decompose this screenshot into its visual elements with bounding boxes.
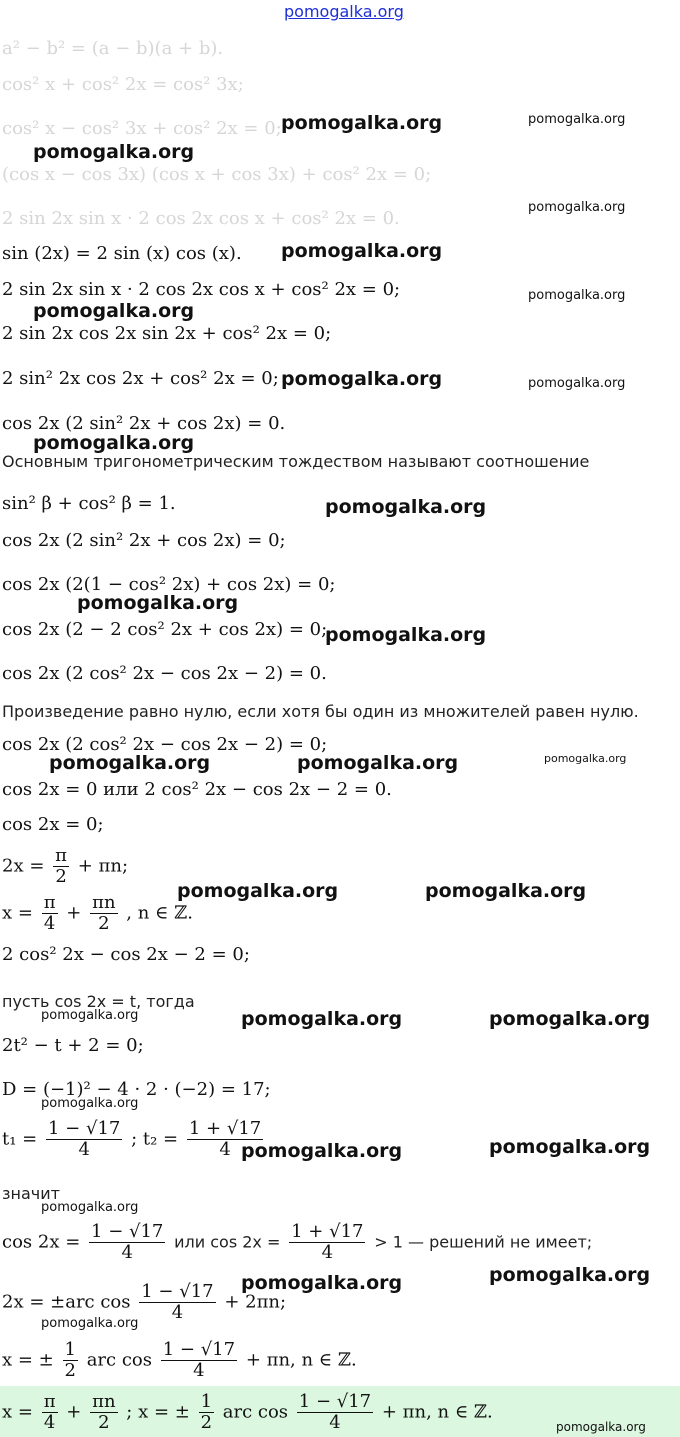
math-line: cos 2x (2(1 − cos² 2x) + cos 2x) = 0; — [2, 574, 336, 595]
math-line: sin² β + cos² β = 1. — [2, 493, 176, 514]
math-line: cos² x − cos² 3x + cos² 2x = 0; — [2, 118, 282, 139]
fraction: $\frac{\pi n}{2}$ — [92, 892, 116, 934]
watermark: pomogalka.org — [33, 432, 195, 454]
watermark: pomogalka.org — [41, 1008, 139, 1023]
watermark: pomogalka.org — [33, 300, 195, 322]
watermark: pomogalka.org — [281, 240, 443, 262]
watermark: pomogalka.org — [177, 880, 339, 902]
fraction: $\frac{1 - √17}{4}$ — [141, 1281, 214, 1323]
watermark: pomogalka.org — [489, 1136, 651, 1158]
fraction: $\frac{1 - √17}{4}$ — [298, 1391, 372, 1433]
watermark: pomogalka.org — [41, 1200, 139, 1215]
math-line: 2 sin 2x cos 2x sin 2x + cos² 2x = 0; — [2, 323, 332, 344]
watermark: pomogalka.org — [41, 1096, 139, 1111]
watermark: pomogalka.org — [241, 1140, 403, 1162]
watermark: pomogalka.org — [33, 141, 195, 163]
math-line: x = $\frac{\pi}{4}$ + $\frac{\pi n}{2}$ , n ∈ ℤ. — [2, 892, 193, 934]
math-line: (cos x − cos 3x) (cos x + cos 3x) + cos² 2x = 0; — [2, 164, 432, 185]
math-line: 2 sin² 2x cos 2x + cos² 2x = 0; — [2, 368, 279, 389]
watermark: pomogalka.org — [49, 752, 211, 774]
math-line: 2x = $\frac{\pi}{2}$ + πn; — [2, 845, 129, 887]
watermark: pomogalka.org — [241, 1008, 403, 1030]
text-line: пусть cos 2x = t, тогда — [2, 992, 195, 1011]
fraction: $\frac{1 + √17}{4}$ — [188, 1118, 262, 1160]
watermark: pomogalka.org — [297, 752, 459, 774]
math-line: t₁ = $\frac{1 - √17}{4}$ ; t₂ = $\frac{1 + √17}{4}$ — [2, 1118, 262, 1160]
fraction: $\frac{1 + √17}{4}$ — [291, 1221, 364, 1263]
math-line: cos 2x (2 − 2 cos² 2x + cos 2x) = 0; — [2, 619, 328, 640]
watermark: pomogalka.org — [556, 1420, 646, 1434]
watermark: pomogalka.org — [77, 592, 239, 614]
answer-line: x = $\frac{\pi}{4}$ + $\frac{\pi n}{2}$ ; x = ± $\frac{1}{2}$ arc cos $\frac{1 - √17}{4}$ + πn, n ∈ ℤ. — [2, 1391, 493, 1433]
math-line: cos 2x (2 sin² 2x + cos 2x) = 0; — [2, 530, 286, 551]
fraction: $\frac{\pi}{4}$ — [43, 892, 56, 934]
text-line: значит — [2, 1184, 60, 1203]
text-line: Основным тригонометрическим тождеством называют соотношение — [2, 452, 590, 471]
math-line: cos² x + cos² 2x = cos² 3x; — [2, 74, 244, 95]
math-line: cos 2x = 0; — [2, 814, 104, 835]
watermark: pomogalka.org — [41, 1316, 139, 1331]
fraction: $\frac{1 - √17}{4}$ — [48, 1118, 121, 1160]
watermark: pomogalka.org — [528, 200, 626, 215]
watermark: pomogalka.org — [241, 1272, 403, 1294]
math-line: cos 2x = 0 или 2 cos² 2x − cos 2x − 2 = 0. — [2, 779, 392, 800]
math-line: 2 sin 2x sin x · 2 cos 2x cos x + cos² 2x = 0. — [2, 208, 400, 229]
watermark: pomogalka.org — [528, 376, 626, 391]
math-line: 2 cos² 2x − cos 2x − 2 = 0; — [2, 944, 250, 965]
watermark: pomogalka.org — [325, 496, 487, 518]
math-line: 2x = ±arc cos $\frac{1 - √17}{4}$ + 2πn; — [2, 1281, 287, 1323]
fraction: $\frac{1 - √17}{4}$ — [91, 1221, 164, 1263]
text-line: Произведение равно нулю, если хотя бы один из множителей равен нулю. — [2, 702, 639, 721]
fraction: $\frac{1 - √17}{4}$ — [162, 1339, 236, 1381]
math-line: D = (−1)² − 4 · 2 · (−2) = 17; — [2, 1079, 271, 1100]
math-line: cos 2x (2 sin² 2x + cos 2x) = 0. — [2, 413, 286, 434]
fraction: $\frac{\pi}{4}$ — [43, 1391, 56, 1433]
math-line: sin (2x) = 2 sin (x) cos (x). — [2, 243, 242, 264]
watermark: pomogalka.org — [489, 1008, 651, 1030]
math-line: 2 sin 2x sin x · 2 cos 2x cos x + cos² 2x = 0; — [2, 279, 401, 300]
math-line: cos 2x (2 cos² 2x − cos 2x − 2) = 0; — [2, 734, 328, 755]
watermark: pomogalka.org — [281, 112, 443, 134]
watermark: pomogalka.org — [425, 880, 587, 902]
watermark: pomogalka.org — [544, 752, 627, 765]
fraction: $\frac{1}{2}$ — [64, 1339, 76, 1381]
watermark: pomogalka.org — [528, 288, 626, 303]
math-line: cos 2x = $\frac{1 - √17}{4}$ или cos 2x = $\frac{1 + √17}{4}$ > 1 — решений не имеет; — [2, 1221, 593, 1263]
fraction: $\frac{1}{2}$ — [200, 1391, 213, 1433]
fraction: $\frac{\pi}{2}$ — [55, 845, 67, 887]
math-line: cos 2x (2 cos² 2x − cos 2x − 2) = 0. — [2, 663, 327, 684]
math-line: a² − b² = (a − b)(a + b). — [2, 38, 224, 59]
fraction: $\frac{\pi n}{2}$ — [92, 1391, 116, 1433]
math-line: x = ± $\frac{1}{2}$ arc cos $\frac{1 - √17}{4}$ + πn, n ∈ ℤ. — [2, 1339, 357, 1381]
watermark: pomogalka.org — [325, 624, 487, 646]
watermark: pomogalka.org — [281, 368, 443, 390]
watermark-top[interactable]: pomogalka.org — [284, 2, 404, 21]
watermark: pomogalka.org — [489, 1264, 651, 1286]
watermark: pomogalka.org — [528, 112, 626, 127]
math-line: 2t² − t + 2 = 0; — [2, 1035, 144, 1056]
